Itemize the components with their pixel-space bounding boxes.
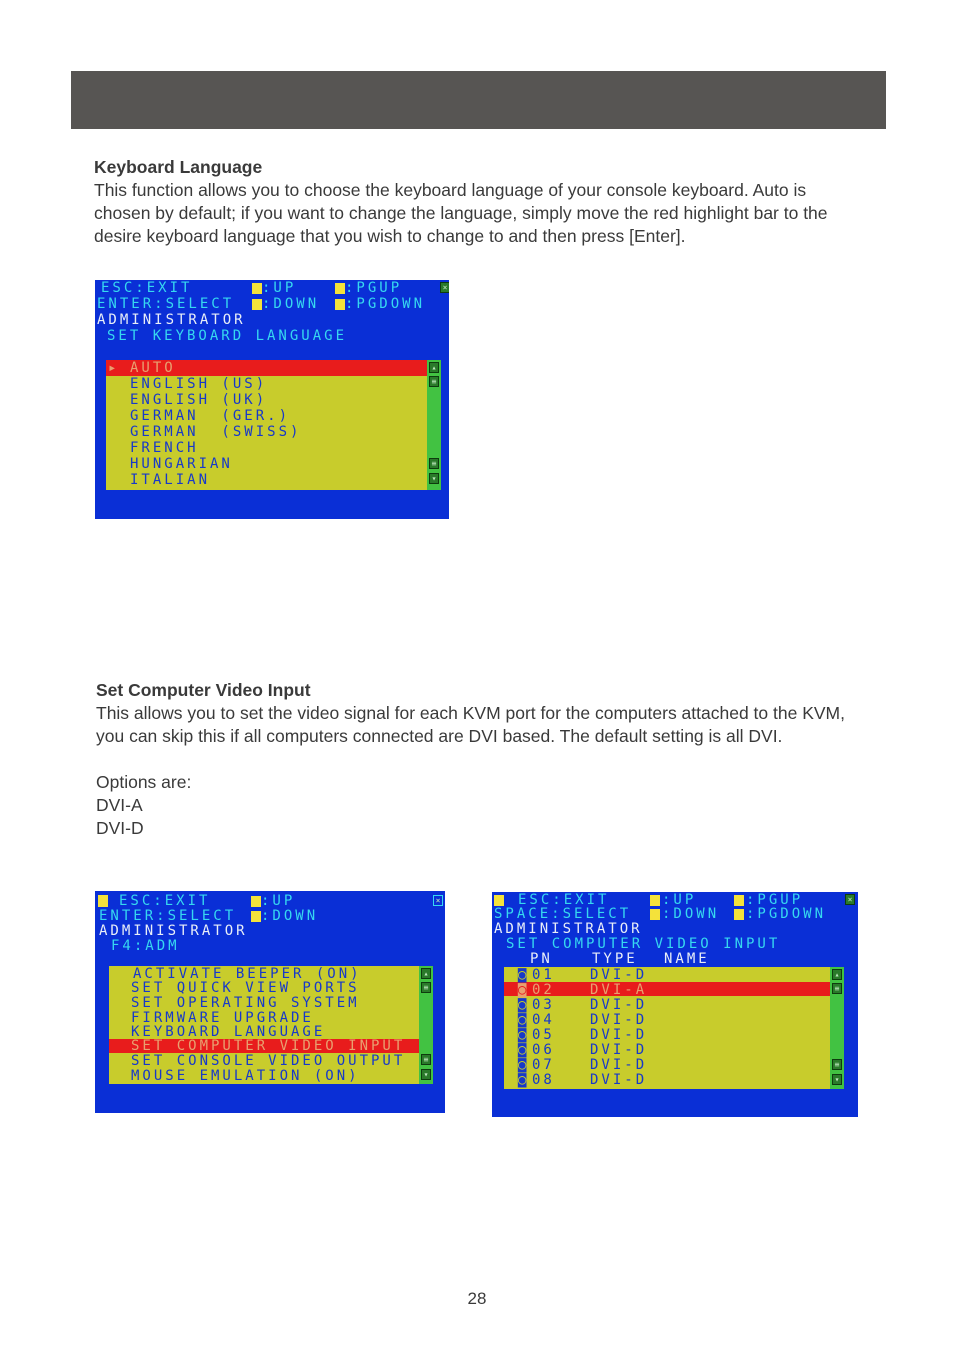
port-icon: ◙ xyxy=(518,967,530,983)
port-type[interactable]: DVI-D xyxy=(590,1027,648,1043)
osd-user: ADMINISTRATOR xyxy=(99,923,248,939)
osd-title: F4:ADM xyxy=(111,938,180,954)
menu-item[interactable]: ENGLISH (US) xyxy=(130,376,268,392)
close-icon[interactable]: × xyxy=(433,895,443,906)
menu-item[interactable]: SET QUICK VIEW PORTS xyxy=(131,980,360,996)
menu-item[interactable]: SET COMPUTER VIDEO INPUT xyxy=(131,1038,406,1054)
osd-enter-select: ENTER:SELECT xyxy=(99,908,237,924)
page-number: 28 xyxy=(467,1289,487,1308)
port-number[interactable]: 02 xyxy=(532,982,555,998)
port-icon: ◙ xyxy=(518,982,530,998)
scroll-top-icon[interactable]: ▴ xyxy=(832,969,842,980)
port-type[interactable]: DVI-D xyxy=(590,1072,648,1088)
port-icon: ◙ xyxy=(518,1057,530,1073)
osd-video-input-screen xyxy=(492,892,858,1117)
osd-space-select: SPACE:SELECT xyxy=(494,906,632,922)
port-number[interactable]: 08 xyxy=(532,1072,555,1088)
osd-esc-exit: ESC:EXIT xyxy=(119,893,211,909)
port-number[interactable]: 07 xyxy=(532,1057,555,1073)
port-type[interactable]: DVI-D xyxy=(590,997,648,1013)
port-type[interactable]: DVI-D xyxy=(590,1057,648,1073)
osd-title: SET KEYBOARD LANGUAGE xyxy=(107,328,348,344)
menu-item[interactable]: GERMAN (GER.) xyxy=(130,408,291,424)
cursor-block xyxy=(494,895,504,906)
osd-user: ADMINISTRATOR xyxy=(97,312,246,328)
port-type[interactable]: DVI-A xyxy=(590,982,648,998)
keyboard-language-section xyxy=(94,156,864,248)
port-type[interactable]: DVI-D xyxy=(590,967,648,983)
selection-arrow: ▸ xyxy=(108,360,120,376)
up-key-icon xyxy=(251,896,261,907)
osd-pgup: :PGUP xyxy=(746,892,804,908)
osd-esc-exit: ESC:EXIT xyxy=(518,892,610,908)
close-icon[interactable]: × xyxy=(845,894,855,905)
option-item: DVI-A xyxy=(96,795,143,815)
menu-item[interactable]: AUTO xyxy=(130,360,176,376)
scroll-bottom-icon[interactable]: ▾ xyxy=(832,1074,842,1085)
port-type[interactable]: DVI-D xyxy=(590,1012,648,1028)
osd-down: :DOWN xyxy=(262,296,320,312)
menu-item[interactable]: ITALIAN xyxy=(130,472,211,488)
up-key-icon xyxy=(650,895,660,906)
port-number[interactable]: 03 xyxy=(532,997,555,1013)
section-body: This allows you to set the video signal for each KVM port for the computers attached to the KVM, you can skip this if all computers connected are DVI based. The default setting is all DVI. xyxy=(96,703,845,746)
osd-pgup: :PGUP xyxy=(345,280,403,296)
scroll-pageup-icon[interactable]: ≡ xyxy=(421,982,431,993)
menu-item[interactable]: FRENCH xyxy=(130,440,199,456)
pgdown-key-icon xyxy=(734,909,744,920)
osd-up: :UP xyxy=(262,280,297,296)
options-label: Options are: xyxy=(96,772,192,792)
osd-esc-exit: ESC:EXIT xyxy=(101,280,193,296)
column-header-pn: PN xyxy=(530,951,553,967)
port-number[interactable]: 06 xyxy=(532,1042,555,1058)
scroll-pagedown-icon[interactable]: ≡ xyxy=(832,1059,842,1070)
scroll-top-icon[interactable]: ▴ xyxy=(421,968,431,979)
osd-pgdown: :PGDOWN xyxy=(345,296,426,312)
section-title: Set Computer Video Input xyxy=(96,680,311,700)
osd-enter-select: ENTER:SELECT xyxy=(97,296,235,312)
port-list-panel xyxy=(504,967,844,1089)
osd-up: :UP xyxy=(662,892,697,908)
column-header-type: TYPE xyxy=(592,951,638,967)
menu-item[interactable]: MOUSE EMULATION (ON) xyxy=(131,1068,360,1084)
osd-admin-menu-screen xyxy=(95,891,445,1113)
menu-item[interactable]: KEYBOARD LANGUAGE xyxy=(131,1024,326,1040)
scroll-pagedown-icon[interactable]: ≡ xyxy=(429,458,439,469)
section-title: Keyboard Language xyxy=(94,157,263,177)
port-icon: ◙ xyxy=(518,1027,530,1043)
port-icon: ◙ xyxy=(518,1042,530,1058)
pgup-key-icon xyxy=(734,895,744,906)
port-icon: ◙ xyxy=(518,1072,530,1088)
scroll-pageup-icon[interactable]: ≡ xyxy=(429,376,439,387)
osd-pgdown: :PGDOWN xyxy=(746,906,827,922)
osd-title: SET COMPUTER VIDEO INPUT xyxy=(506,936,781,952)
scroll-pagedown-icon[interactable]: ≡ xyxy=(421,1054,431,1065)
scroll-bottom-icon[interactable]: ▾ xyxy=(421,1069,431,1080)
menu-item[interactable]: FIRMWARE UPGRADE xyxy=(131,1010,314,1026)
down-key-icon xyxy=(650,909,660,920)
port-type[interactable]: DVI-D xyxy=(590,1042,648,1058)
osd-down: :DOWN xyxy=(662,906,720,922)
port-icon: ◙ xyxy=(518,1012,530,1028)
osd-user: ADMINISTRATOR xyxy=(494,921,643,937)
menu-item[interactable]: SET CONSOLE VIDEO OUTPUT xyxy=(131,1053,406,1069)
port-number[interactable]: 04 xyxy=(532,1012,555,1028)
down-key-icon xyxy=(251,911,261,922)
menu-panel xyxy=(106,360,441,490)
port-number[interactable]: 05 xyxy=(532,1027,555,1043)
up-key-icon xyxy=(252,283,262,294)
menu-item[interactable]: ENGLISH (UK) xyxy=(130,392,268,408)
down-key-icon xyxy=(252,299,262,310)
cursor-block xyxy=(98,895,108,907)
pgdown-key-icon xyxy=(335,299,345,310)
close-icon[interactable]: × xyxy=(440,282,449,293)
section-body: This function allows you to choose the keyboard language of your console keyboard. Auto is chosen by default; if you want to change the language, simply move the red highlight bar to the desire keyboard language that you wish to change to and then press [Enter]. xyxy=(94,180,828,246)
menu-item[interactable]: HUNGARIAN xyxy=(130,456,233,472)
pgup-key-icon xyxy=(335,283,345,294)
video-input-section xyxy=(96,679,866,840)
osd-up: :UP xyxy=(261,893,296,909)
scroll-top-icon[interactable]: ▴ xyxy=(429,362,439,373)
header-bar xyxy=(71,71,886,129)
port-icon: ◙ xyxy=(518,997,530,1013)
option-item: DVI-D xyxy=(96,818,144,838)
menu-item[interactable]: ACTIVATE BEEPER (ON) xyxy=(133,966,362,982)
port-number[interactable]: 01 xyxy=(532,967,555,983)
menu-panel xyxy=(109,966,433,1084)
osd-down: :DOWN xyxy=(261,908,319,924)
osd-keyboard-language-screen xyxy=(95,280,449,519)
scroll-pageup-icon[interactable]: ≡ xyxy=(832,983,842,994)
menu-item[interactable]: GERMAN (SWISS) xyxy=(130,424,302,440)
scroll-bottom-icon[interactable]: ▾ xyxy=(429,473,439,484)
menu-item[interactable]: SET OPERATING SYSTEM xyxy=(131,995,360,1011)
column-header-name: NAME xyxy=(664,951,710,967)
